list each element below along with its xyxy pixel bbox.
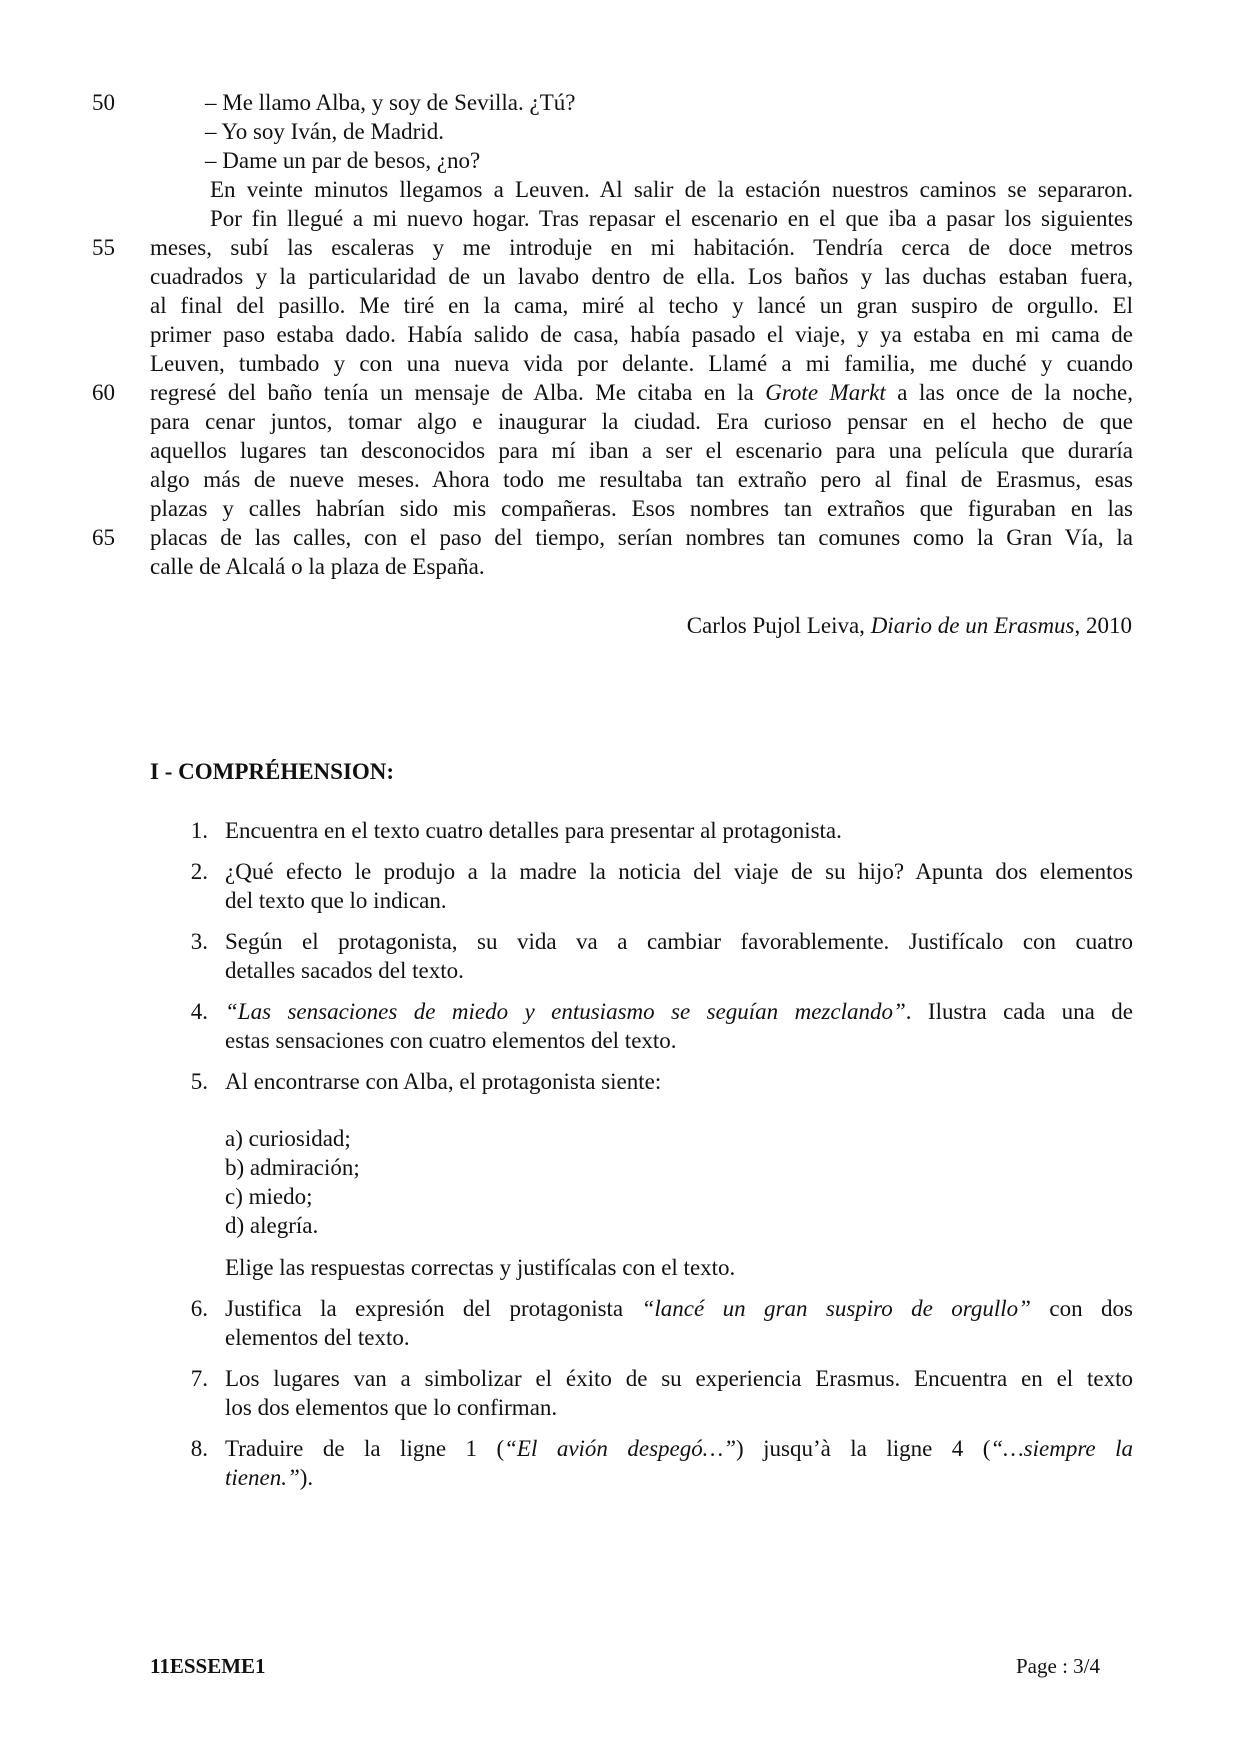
paragraph-line: para cenar juntos, tomar algo e inaugurar la ciudad. Era curioso pensar en el hecho de que (150, 409, 1133, 434)
question-quote: “El avión despegó…” (504, 1436, 736, 1461)
question-instruction: Elige las respuestas correctas y justifícalas con el texto. (225, 1255, 736, 1280)
paragraph-line: algo más de nueve meses. Ahora todo me resultaba tan extraño pero al final de Erasmus, esas (150, 467, 1133, 492)
paragraph-text: regresé del baño tenía un mensaje de Alba. Me citaba en la (150, 380, 754, 405)
question-text-part: con dos (1049, 1296, 1133, 1321)
line-number: 50 (92, 90, 115, 115)
paragraph-text: a las once de la noche, (897, 380, 1133, 405)
question-number: 3. (190, 929, 208, 954)
question-text-part: ) jusqu’à la ligne 4 ( (736, 1436, 991, 1461)
question-text: del texto que lo indican. (225, 888, 447, 913)
option-text: admiración; (249, 1155, 360, 1180)
dialogue-line: – Me llamo Alba, y soy de Sevilla. ¿Tú? (205, 90, 576, 115)
question-text: Según el protagonista, su vida va a cambiar favorablemente. Justifícalo con cuatro (225, 929, 1133, 954)
paragraph-line: primer paso estaba dado. Había salido de casa, había pasado el viaje, y ya estaba en mi cama de (150, 322, 1133, 347)
source-citation (687, 611, 1132, 640)
place-name: Grote Markt (765, 380, 886, 405)
option-letter: d) (225, 1213, 245, 1238)
question-quote: “Las sensaciones de miedo y entusiasmo se seguían mezclando” (225, 999, 906, 1024)
question-text (225, 1463, 313, 1492)
question-text: estas sensaciones con cuatro elementos del texto. (225, 1028, 677, 1053)
exam-code: 11ESSEME1 (150, 1654, 266, 1678)
option-item (225, 1211, 318, 1240)
question-number: 2. (190, 859, 208, 884)
paragraph-line: Por fin llegué a mi nuevo hogar. Tras repasar el escenario en el que iba a pasar los siguientes (210, 206, 1133, 231)
question-text: elementos del texto. (225, 1325, 410, 1350)
question-text-part: Justifica la expresión del protagonista (225, 1296, 624, 1321)
option-letter: c) (225, 1184, 243, 1209)
paragraph-line: Leuven, tumbado y con una nueva vida por delante. Llamé a mi familia, me duché y cuando (150, 351, 1133, 376)
question-text-part: Traduire de la ligne 1 ( (225, 1436, 505, 1461)
question-number: 1. (190, 818, 208, 843)
paragraph-line: placas de las calles, con el paso del tiempo, serían nombres tan comunes como la Gran Vía, la (150, 525, 1133, 550)
paragraph-line: al final del pasillo. Me tiré en la cama, miré al techo y lancé un gran suspiro de orgullo. El (150, 293, 1133, 318)
paragraph-line: aquellos lugares tan desconocidos para mí iban a ser el escenario para una película que duraría (150, 438, 1133, 463)
paragraph-line: plazas y calles habrían sido mis compañeras. Esos nombres tan extraños que figuraban en las (150, 496, 1133, 521)
line-number: 65 (92, 525, 115, 550)
question-number: 4. (190, 999, 208, 1024)
source-year: , 2010 (1074, 613, 1132, 638)
option-text: alegría. (249, 1213, 319, 1238)
narration-line: En veinte minutos llegamos a Leuven. Al salir de la estación nuestros caminos se separaron. (210, 177, 1133, 202)
question-text-part: ). (299, 1465, 314, 1490)
option-text: curiosidad; (248, 1126, 351, 1151)
paragraph-line: cuadrados y la particularidad de un lavabo dentro de ella. Los baños y las duchas estaban fuera, (150, 264, 1133, 289)
option-item (225, 1182, 313, 1211)
paragraph-line: meses, subí las escaleras y me introduje en mi habitación. Tendría cerca de doce metros (150, 235, 1133, 260)
line-number: 55 (92, 235, 115, 260)
option-letter: a) (225, 1126, 243, 1151)
question-text: los dos elementos que lo confirman. (225, 1395, 558, 1420)
question-text: Al encontrarse con Alba, el protagonista siente: (225, 1069, 662, 1094)
question-text: Los lugares van a simbolizar el éxito de su experiencia Erasmus. Encuentra en el texto (225, 1366, 1133, 1391)
option-text: miedo; (248, 1184, 313, 1209)
source-author: Carlos Pujol Leiva, (686, 613, 871, 638)
question-text (225, 1434, 1133, 1463)
option-letter: b) (225, 1155, 245, 1180)
line-number: 60 (92, 380, 115, 405)
option-item (225, 1124, 351, 1153)
question-quote: tienen.” (225, 1465, 300, 1490)
option-item (225, 1153, 360, 1182)
dialogue-line: – Yo soy Iván, de Madrid. (205, 119, 444, 144)
question-text-rest: . Ilustra cada una de (905, 999, 1133, 1024)
paragraph-line: calle de Alcalá o la plaza de España. (150, 554, 485, 579)
question-quote: “…siempre la (990, 1436, 1133, 1461)
question-number: 6. (190, 1296, 208, 1321)
paragraph-line (150, 378, 1133, 407)
question-number: 8. (190, 1436, 208, 1461)
question-text: ¿Qué efecto le produjo a la madre la noticia del viaje de su hijo? Apunta dos elementos (225, 859, 1133, 884)
question-text: detalles sacados del texto. (225, 958, 464, 983)
question-number: 5. (190, 1069, 208, 1094)
dialogue-line: – Dame un par de besos, ¿no? (205, 148, 481, 173)
section-heading: I - COMPRÉHENSION: (150, 759, 395, 784)
question-number: 7. (190, 1366, 208, 1391)
question-text: Encuentra en el texto cuatro detalles para presentar al protagonista. (225, 818, 842, 843)
question-text (225, 1294, 1133, 1323)
question-quote: “lancé un gran suspiro de orgullo” (641, 1296, 1031, 1321)
source-title: Diario de un Erasmus (870, 613, 1075, 638)
page-number: Page : 3/4 (1016, 1654, 1100, 1678)
question-text (225, 997, 1133, 1026)
